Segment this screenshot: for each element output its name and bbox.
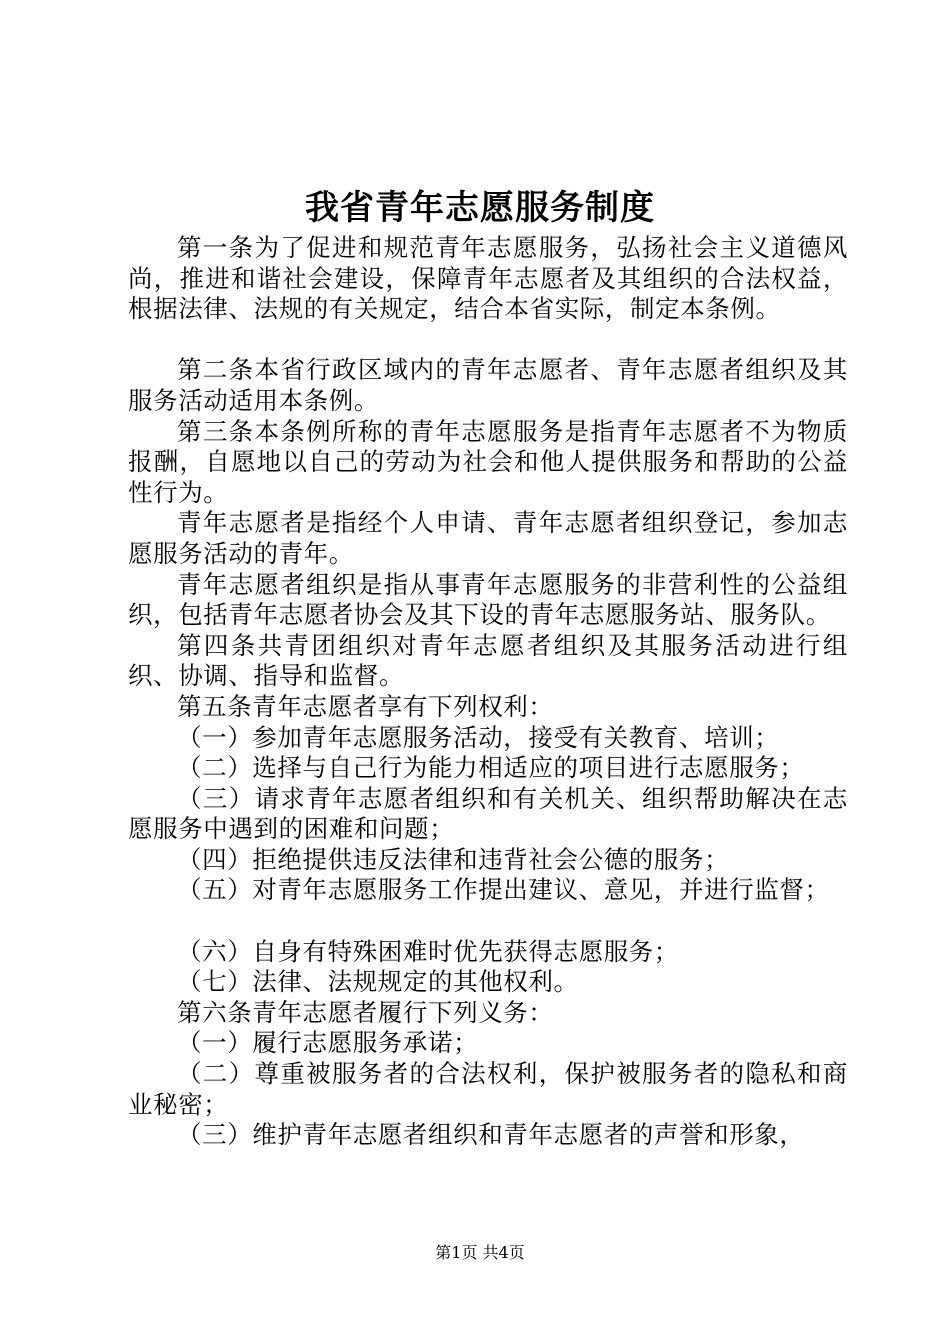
paragraph-volunteer-definition: 青年志愿者是指经个人申请、青年志愿者组织登记，参加志愿服务活动的青年。 <box>128 508 848 568</box>
page-footer: 第1页 共4页 <box>435 1243 525 1262</box>
paragraph-organization-definition: 青年志愿者组织是指从事青年志愿服务的非营利性的公益组织，包括青年志愿者协会及其下设的青年志愿服务站、服务队。 <box>128 569 848 630</box>
list-item-right-2: （二）选择与自己行为能力相适应的项目进行志愿服务； <box>177 753 805 783</box>
document-body <box>128 233 848 1151</box>
paragraph-article-2: 第二条本省行政区域内的青年志愿者、青年志愿者组织及其服务活动适用本条例。 <box>128 355 848 415</box>
paragraph-article-5: 第五条青年志愿者享有下列权利： <box>177 691 554 721</box>
list-item-right-7: （七）法律、法规规定的其他权利。 <box>177 967 579 997</box>
document-title: 我省青年志愿服务制度 <box>305 188 655 228</box>
list-item-duty-2: （二）尊重被服务者的合法权利，保护被服务者的隐私和商业秘密； <box>128 1059 848 1119</box>
paragraph-spacer <box>128 325 848 356</box>
list-item-duty-3: （三）维护青年志愿者组织和青年志愿者的声誉和形象， <box>177 1120 805 1150</box>
list-item-right-6: （六）自身有特殊困难时优先获得志愿服务； <box>177 936 679 966</box>
paragraph-article-4: 第四条共青团组织对青年志愿者组织及其服务活动进行组织、协调、指导和监督。 <box>128 630 848 691</box>
paragraph-article-3: 第三条本条例所称的青年志愿服务是指青年志愿者不为物质报酬，自愿地以自己的劳动为社会和他人提供服务和帮助的公益性行为。 <box>128 416 848 507</box>
list-item-right-3: （三）请求青年志愿者组织和有关机关、组织帮助解决在志愿服务中遇到的困难和问题； <box>128 783 848 844</box>
paragraph-article-6: 第六条青年志愿者履行下列义务： <box>177 997 554 1027</box>
paragraph-spacer <box>128 906 848 937</box>
list-item-right-5: （五）对青年志愿服务工作提出建议、意见，并进行监督； <box>177 875 830 905</box>
list-item-duty-1: （一）履行志愿服务承诺； <box>177 1028 479 1058</box>
list-item-right-1: （一）参加青年志愿服务活动，接受有关教育、培训； <box>177 722 780 752</box>
paragraph-article-1: 第一条为了促进和规范青年志愿服务，弘扬社会主义道德风尚，推进和谐社会建设，保障青年志愿者及其组织的合法权益，根据法律、法规的有关规定，结合本省实际，制定本条例。 <box>128 233 848 324</box>
list-item-right-4: （四）拒绝提供违反法律和违背社会公德的服务； <box>177 844 730 874</box>
